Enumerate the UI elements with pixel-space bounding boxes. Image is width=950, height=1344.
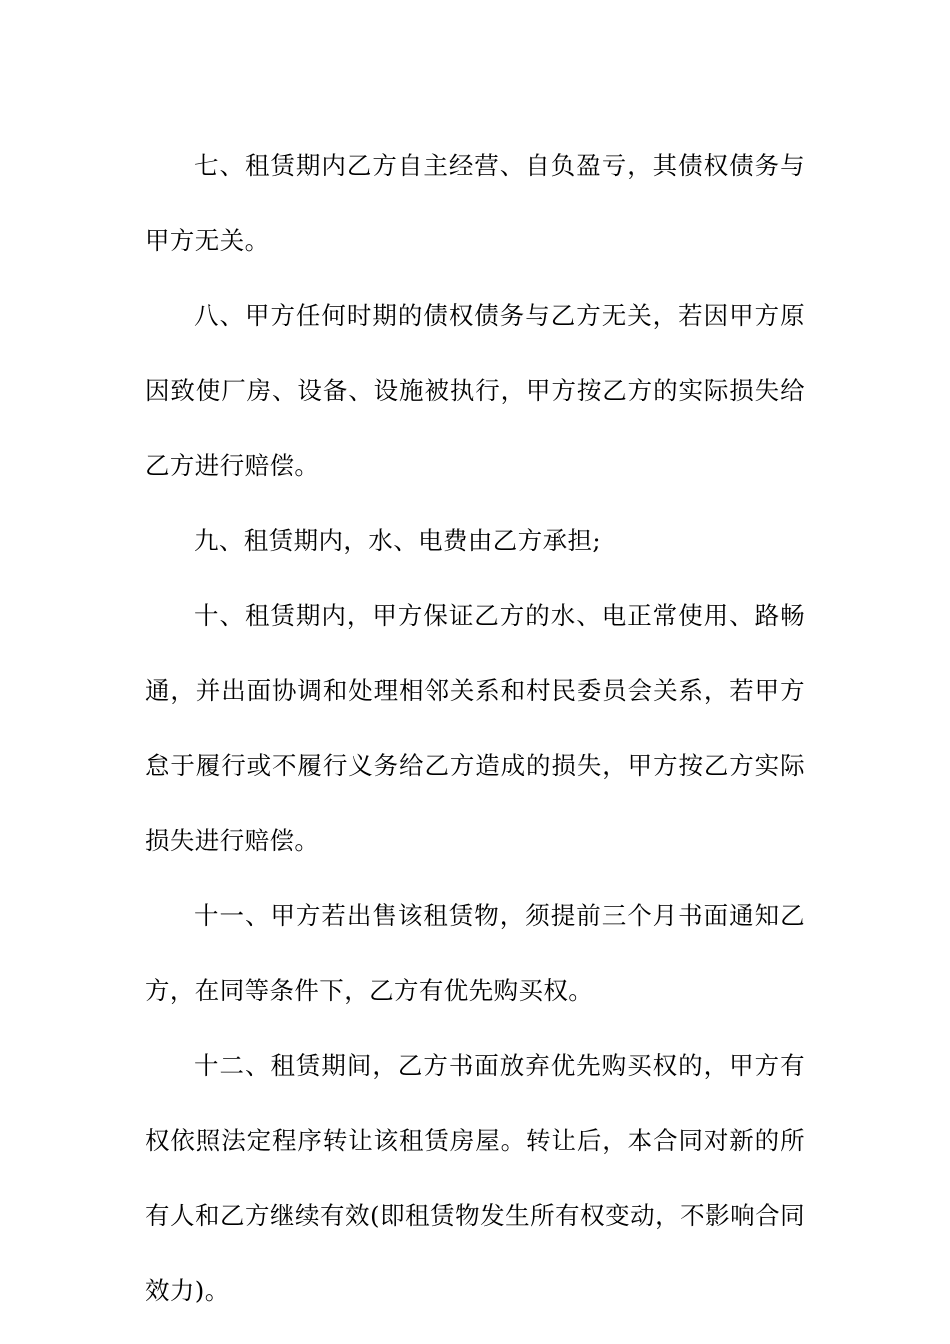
clause-12: 十二、租赁期间，乙方书面放弃优先购买权的，甲方有权依照法定程序转让该租赁房屋。转让后，本合同对新的所有人和乙方继续有效(即租赁物发生所有权变动，不影响合同效力)。 [145, 1051, 805, 1305]
clause-8: 八、甲方任何时期的债权债务与乙方无关，若因甲方原因致使厂房、设备、设施被执行，甲方按乙方的实际损失给乙方进行赔偿。 [145, 301, 805, 480]
clause-10: 十、租赁期内，甲方保证乙方的水、电正常使用、路畅通，并出面协调和处理相邻关系和村民委员会关系，若甲方怠于履行或不履行义务给乙方造成的损失，甲方按乙方实际损失进行赔偿。 [145, 601, 805, 855]
clause-7: 七、租赁期内乙方自主经营、自负盈亏，其债权债务与甲方无关。 [145, 151, 805, 255]
document-body [145, 128, 805, 1328]
clause-9: 九、租赁期内，水、电费由乙方承担; [194, 526, 602, 555]
clause-11: 十一、甲方若出售该租赁物，须提前三个月书面通知乙方，在同等条件下，乙方有优先购买权。 [145, 901, 805, 1005]
